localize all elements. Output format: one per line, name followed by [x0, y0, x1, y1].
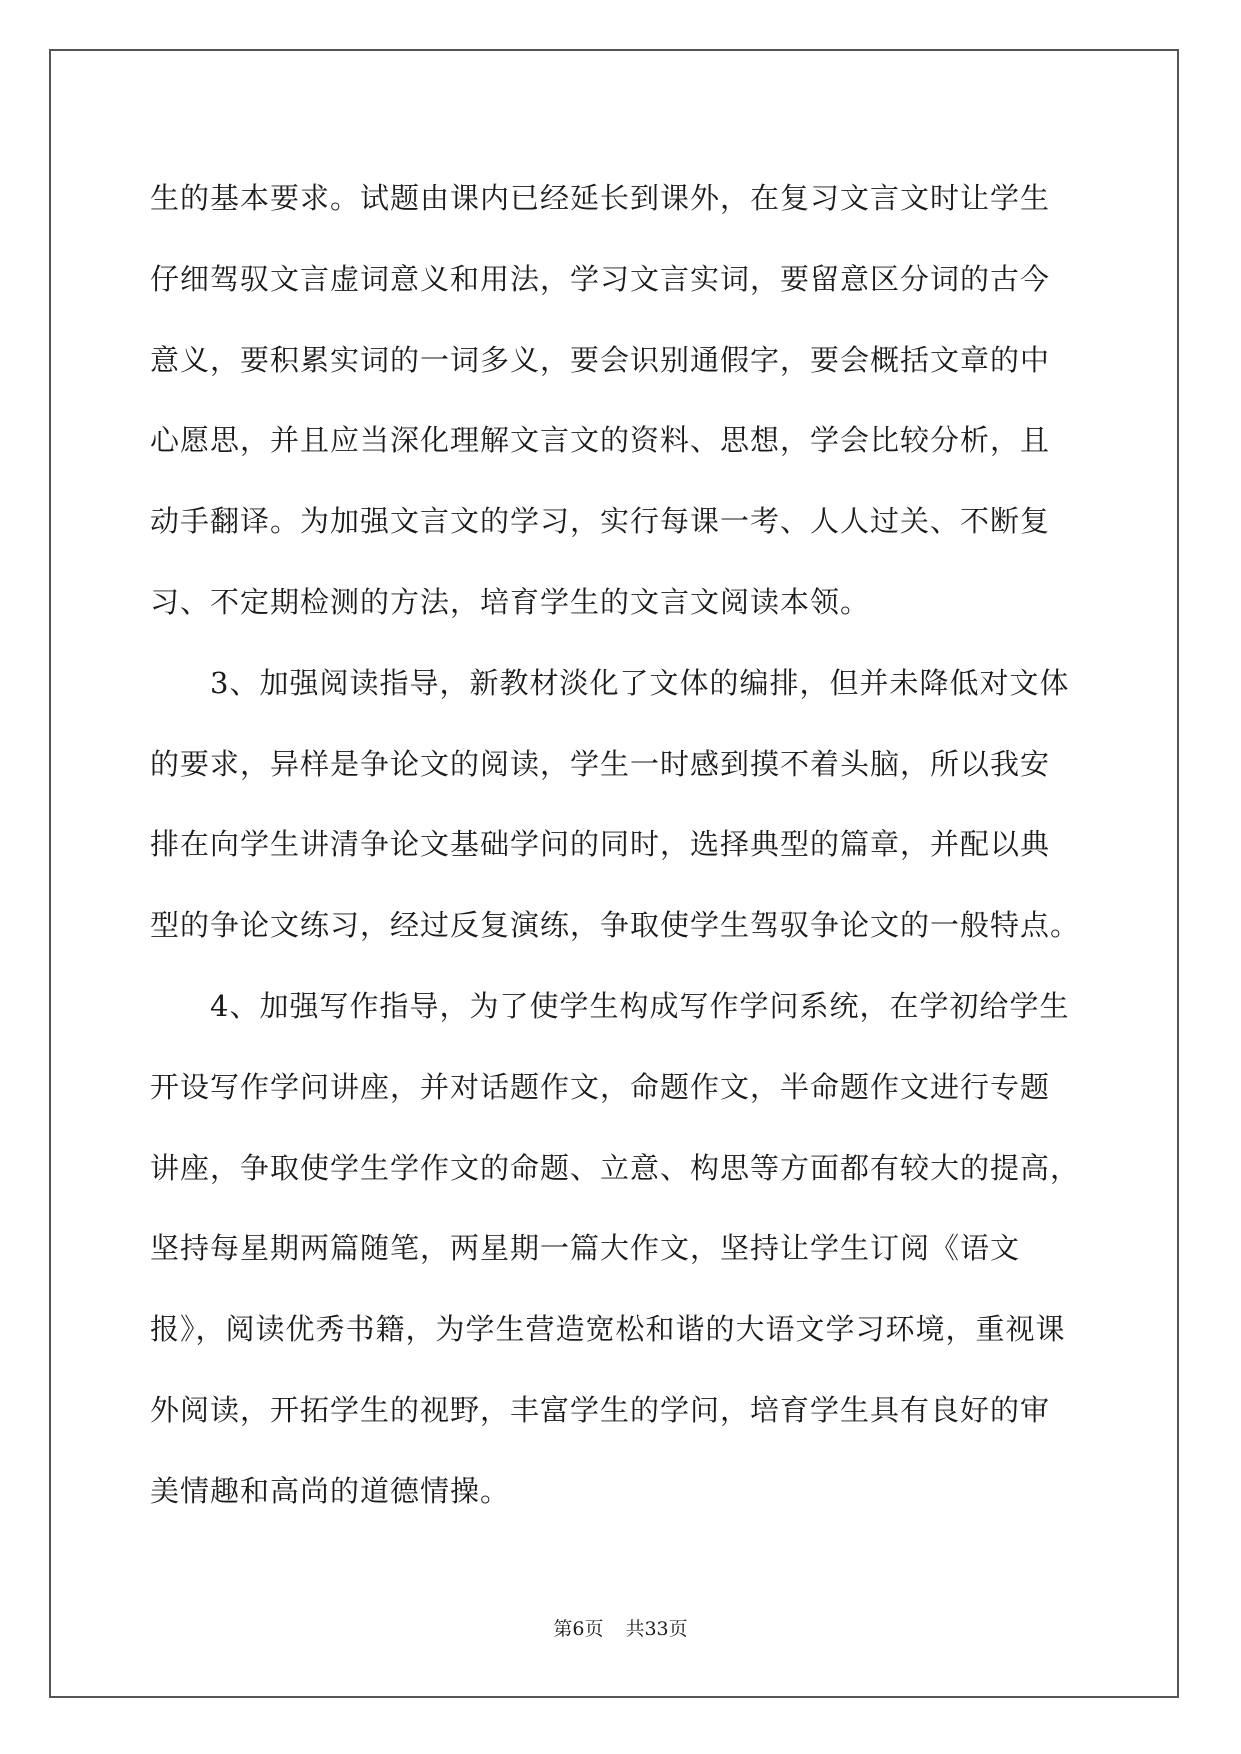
text-line: 讲座，争取使学生学作文的命题、立意、构思等方面都有较大的提高， — [150, 1150, 1081, 1185]
text-line: 心愿思，并且应当深化理解文言文的资料、思想，学会比较分析，且 — [150, 423, 1051, 458]
page-footer — [0, 1614, 1241, 1641]
text-line: 型的争论文练习，经过反复演练，争取使学生驾驭争论文的一般特点。 — [150, 908, 1081, 943]
text-line: 习、不定期检测的方法，培育学生的文言文阅读本领。 — [150, 584, 871, 619]
current-page-label: 第6页 — [553, 1618, 604, 1640]
text-line: 3、加强阅读指导，新教材淡化了文体的编排，但并未降低对文体 — [150, 665, 1070, 700]
text-line: 动手翻译。为加强文言文的学习，实行每课一考、人人过关、不断复 — [150, 504, 1051, 539]
total-pages-label: 共33页 — [625, 1618, 688, 1640]
text-line: 美情趣和高尚的道德情操。 — [150, 1473, 511, 1508]
text-line: 仔细驾驭文言虚词意义和用法，学习文言实词，要留意区分词的古今 — [150, 261, 1051, 296]
text-line: 的要求，异样是争论文的阅读，学生一时感到摸不着头脑，所以我安 — [150, 746, 1051, 781]
document-body — [150, 158, 1095, 1532]
text-line: 开设写作学问讲座，并对话题作文，命题作文，半命题作文进行专题 — [150, 1069, 1051, 1104]
text-line: 排在向学生讲清争论文基础学问的同时，选择典型的篇章，并配以典 — [150, 827, 1051, 862]
text-line: 报》，阅读优秀书籍，为学生营造宽松和谐的大语文学习环境，重视课 — [150, 1312, 1066, 1347]
text-line: 意义，要积累实词的一词多义，要会识别通假字，要会概括文章的中 — [150, 342, 1051, 377]
text-line: 4、加强写作指导，为了使学生构成写作学问系统，在学初给学生 — [150, 988, 1070, 1023]
text-line: 外阅读，开拓学生的视野，丰富学生的学问，培育学生具有良好的审 — [150, 1392, 1051, 1427]
text-line: 生的基本要求。试题由课内已经延长到课外，在复习文言文时让学生 — [150, 181, 1051, 215]
text-line: 坚持每星期两篇随笔，两星期一篇大作文，坚持让学生订阅《语文 — [150, 1231, 1021, 1266]
